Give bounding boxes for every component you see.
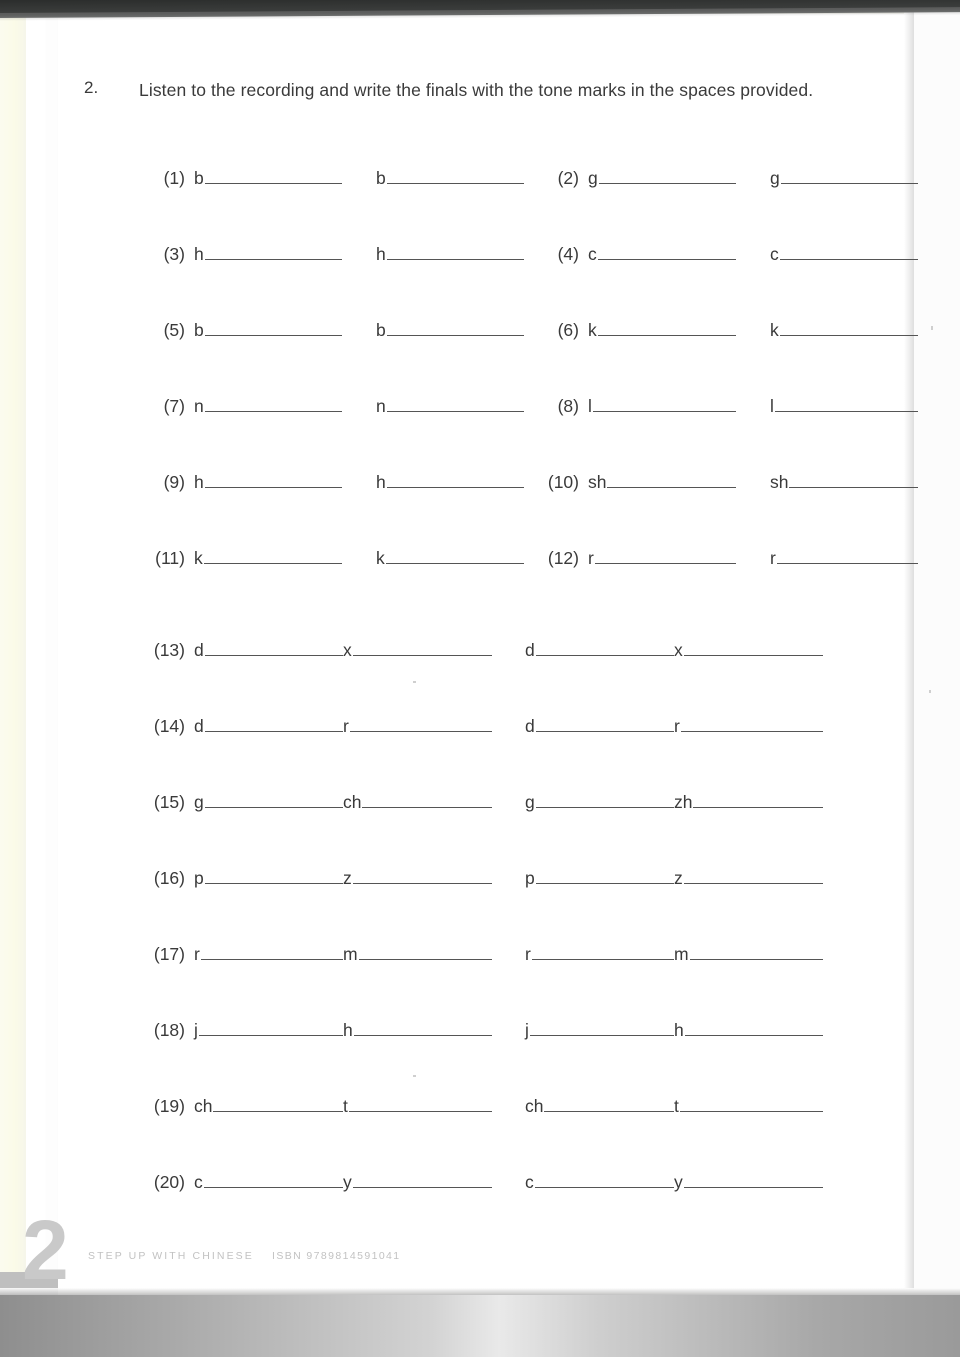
short-item-6 <box>533 320 918 341</box>
item-blanks <box>588 548 918 569</box>
item-index: (6) <box>557 320 579 340</box>
long-item-row <box>0 640 960 716</box>
answer-blank[interactable] <box>194 944 343 965</box>
long-item-14-right <box>525 716 823 737</box>
answer-blank[interactable] <box>770 548 918 569</box>
blank-initial: h <box>376 244 386 264</box>
blank-rule[interactable] <box>789 473 918 488</box>
item-blanks <box>588 244 918 265</box>
blank-initial: z <box>674 868 683 888</box>
short-item-row <box>0 548 960 624</box>
answer-blank[interactable] <box>194 792 343 813</box>
blank-rule[interactable] <box>690 945 823 960</box>
blank-initial: y <box>343 1172 352 1192</box>
short-item-11 <box>139 548 524 569</box>
answer-blank[interactable] <box>674 792 823 813</box>
item-index: (3) <box>163 244 185 264</box>
item-index: (16) <box>153 868 185 888</box>
blank-initial: j <box>194 1020 198 1040</box>
blank-rule[interactable] <box>693 793 823 808</box>
item-index: (17) <box>153 944 185 964</box>
blank-initial: l <box>588 396 592 416</box>
answer-blank[interactable] <box>376 472 524 493</box>
item-blanks <box>194 396 524 417</box>
answer-blank[interactable] <box>194 472 342 493</box>
blank-initial: sh <box>588 472 607 492</box>
long-item-16-right <box>525 868 823 889</box>
blank-rule[interactable] <box>684 641 823 656</box>
answer-blank[interactable] <box>343 1020 492 1041</box>
blank-initial: r <box>194 944 200 964</box>
blank-rule[interactable] <box>595 549 736 564</box>
blank-rule[interactable] <box>680 1097 823 1112</box>
long-items-grid <box>0 640 960 1248</box>
item-blanks <box>525 1020 823 1041</box>
blank-initial: x <box>674 640 683 660</box>
answer-blank[interactable] <box>525 1096 674 1117</box>
short-item-4 <box>533 244 918 265</box>
long-item-19 <box>139 1096 492 1117</box>
answer-blank[interactable] <box>525 1020 674 1041</box>
blank-rule[interactable] <box>204 549 342 564</box>
blank-rule[interactable] <box>205 717 343 732</box>
blank-rule[interactable] <box>684 1173 823 1188</box>
blank-initial: ch <box>194 1096 213 1116</box>
long-item-row <box>0 1020 960 1096</box>
item-blanks <box>588 472 918 493</box>
answer-blank[interactable] <box>194 640 343 661</box>
blank-rule[interactable] <box>536 641 674 656</box>
item-blanks <box>194 1172 492 1193</box>
blank-initial: k <box>194 548 203 568</box>
blank-initial: k <box>588 320 597 340</box>
blank-rule[interactable] <box>349 1097 492 1112</box>
blank-rule[interactable] <box>205 641 343 656</box>
answer-blank[interactable] <box>376 168 524 189</box>
answer-blank[interactable] <box>674 716 823 737</box>
blank-rule[interactable] <box>386 549 524 564</box>
answer-blank[interactable] <box>343 792 492 813</box>
long-item-15-right <box>525 792 823 813</box>
blank-initial: k <box>770 320 779 340</box>
item-blanks <box>588 320 918 341</box>
exercise-number: 2. <box>84 78 99 97</box>
blank-rule[interactable] <box>387 245 524 260</box>
item-blanks <box>588 396 918 417</box>
item-blanks <box>194 1020 492 1041</box>
item-blanks <box>194 792 492 813</box>
blank-initial: n <box>194 396 204 416</box>
item-blanks <box>194 640 492 661</box>
item-index: (2) <box>557 168 579 188</box>
blank-initial: g <box>194 792 204 812</box>
short-item-2 <box>533 168 918 189</box>
blank-initial: r <box>525 944 531 964</box>
answer-blank[interactable] <box>194 244 342 265</box>
blank-initial: d <box>525 640 535 660</box>
blank-rule[interactable] <box>354 1021 492 1036</box>
answer-blank[interactable] <box>674 640 823 661</box>
blank-initial: m <box>674 944 689 964</box>
blank-rule[interactable] <box>781 169 918 184</box>
blank-rule[interactable] <box>387 397 524 412</box>
blank-initial: m <box>343 944 358 964</box>
answer-blank[interactable] <box>588 320 736 341</box>
footer-book-title: STEP UP WITH CHINESE <box>88 1250 254 1262</box>
blank-initial: b <box>376 168 386 188</box>
item-index: (18) <box>153 1020 185 1040</box>
long-item-16 <box>139 868 492 889</box>
blank-initial: h <box>674 1020 684 1040</box>
blank-rule[interactable] <box>353 869 492 884</box>
short-item-10 <box>533 472 918 493</box>
short-items-grid <box>0 168 960 624</box>
item-blanks <box>525 716 823 737</box>
blank-initial: r <box>674 716 680 736</box>
answer-blank[interactable] <box>525 792 674 813</box>
blank-rule[interactable] <box>593 397 736 412</box>
answer-blank[interactable] <box>674 1172 823 1193</box>
page-number: 2 <box>22 1203 67 1297</box>
answer-blank[interactable] <box>194 1172 343 1193</box>
blank-rule[interactable] <box>681 717 823 732</box>
item-blanks <box>525 792 823 813</box>
answer-blank[interactable] <box>376 244 524 265</box>
answer-blank[interactable] <box>770 168 918 189</box>
short-item-row <box>0 396 960 472</box>
blank-initial: d <box>194 716 204 736</box>
blank-initial: r <box>770 548 776 568</box>
blank-initial: ch <box>343 792 362 812</box>
item-index: (7) <box>163 396 185 416</box>
blank-initial: g <box>770 168 780 188</box>
short-item-row <box>0 472 960 548</box>
blank-rule[interactable] <box>775 397 918 412</box>
blank-rule[interactable] <box>213 1097 343 1112</box>
long-item-17-right <box>525 944 823 965</box>
answer-blank[interactable] <box>376 320 524 341</box>
blank-rule[interactable] <box>607 473 736 488</box>
blank-initial: l <box>770 396 774 416</box>
item-index: (8) <box>557 396 579 416</box>
answer-blank[interactable] <box>194 168 342 189</box>
blank-initial: g <box>525 792 535 812</box>
blank-rule[interactable] <box>205 169 342 184</box>
long-item-18 <box>139 1020 492 1041</box>
blank-rule[interactable] <box>598 245 736 260</box>
footer-isbn: ISBN 9789814591041 <box>272 1250 401 1262</box>
long-item-row <box>0 1096 960 1172</box>
blank-rule[interactable] <box>387 169 524 184</box>
blank-initial: ch <box>525 1096 544 1116</box>
short-item-3 <box>139 244 524 265</box>
item-index: (20) <box>153 1172 185 1192</box>
exercise-instruction: Listen to the recording and write the finals with the tone marks in the spaces provided. <box>139 80 814 100</box>
blank-initial: h <box>376 472 386 492</box>
answer-blank[interactable] <box>525 640 674 661</box>
item-blanks <box>194 472 524 493</box>
answer-blank[interactable] <box>525 868 674 889</box>
blank-initial: sh <box>770 472 789 492</box>
item-index: (5) <box>163 320 185 340</box>
item-blanks <box>525 1172 823 1193</box>
item-blanks <box>194 716 492 737</box>
blank-rule[interactable] <box>532 945 674 960</box>
short-item-row <box>0 320 960 396</box>
blank-rule[interactable] <box>536 793 674 808</box>
blank-rule[interactable] <box>684 869 823 884</box>
long-item-row <box>0 868 960 944</box>
short-item-row <box>0 168 960 244</box>
blank-rule[interactable] <box>199 1021 343 1036</box>
blank-rule[interactable] <box>780 245 918 260</box>
answer-blank[interactable] <box>674 1096 823 1117</box>
blank-initial: j <box>525 1020 529 1040</box>
item-blanks <box>194 548 524 569</box>
item-blanks <box>525 944 823 965</box>
blank-rule[interactable] <box>599 169 736 184</box>
item-blanks <box>588 168 918 189</box>
short-item-9 <box>139 472 524 493</box>
answer-blank[interactable] <box>588 244 736 265</box>
blank-initial: c <box>770 244 779 264</box>
answer-blank[interactable] <box>770 244 918 265</box>
item-blanks <box>525 868 823 889</box>
item-blanks <box>525 640 823 661</box>
blank-rule[interactable] <box>359 945 492 960</box>
blank-initial: b <box>376 320 386 340</box>
blank-initial: k <box>376 548 385 568</box>
answer-blank[interactable] <box>343 1172 492 1193</box>
blank-initial: n <box>376 396 386 416</box>
blank-rule[interactable] <box>544 1097 674 1112</box>
answer-blank[interactable] <box>588 168 736 189</box>
long-item-14 <box>139 716 492 737</box>
blank-rule[interactable] <box>598 321 736 336</box>
blank-initial: x <box>343 640 352 660</box>
long-item-row <box>0 716 960 792</box>
answer-blank[interactable] <box>194 868 343 889</box>
item-index: (13) <box>153 640 185 660</box>
answer-blank[interactable] <box>194 320 342 341</box>
blank-initial: z <box>343 868 352 888</box>
blank-rule[interactable] <box>205 397 342 412</box>
long-item-15 <box>139 792 492 813</box>
blank-rule[interactable] <box>205 321 342 336</box>
long-item-18-right <box>525 1020 823 1041</box>
blank-initial: d <box>525 716 535 736</box>
blank-initial: t <box>674 1096 679 1116</box>
long-item-13 <box>139 640 492 661</box>
answer-blank[interactable] <box>194 716 343 737</box>
answer-blank[interactable] <box>343 944 492 965</box>
item-index: (9) <box>163 472 185 492</box>
item-blanks <box>194 868 492 889</box>
blank-rule[interactable] <box>530 1021 674 1036</box>
long-item-row <box>0 1172 960 1248</box>
answer-blank[interactable] <box>525 716 674 737</box>
blank-rule[interactable] <box>353 1173 492 1188</box>
blank-initial: y <box>674 1172 683 1192</box>
item-index: (11) <box>155 548 185 568</box>
blank-rule[interactable] <box>536 717 674 732</box>
blank-initial: p <box>194 868 204 888</box>
blank-rule[interactable] <box>205 473 342 488</box>
short-item-1 <box>139 168 524 189</box>
answer-blank[interactable] <box>376 548 524 569</box>
item-index: (14) <box>153 716 185 736</box>
blank-initial: c <box>194 1172 203 1192</box>
blank-rule[interactable] <box>205 245 342 260</box>
answer-blank[interactable] <box>343 868 492 889</box>
item-index: (1) <box>163 168 185 188</box>
answer-blank[interactable] <box>770 396 918 417</box>
blank-initial: h <box>194 472 204 492</box>
answer-blank[interactable] <box>525 944 674 965</box>
answer-blank[interactable] <box>343 640 492 661</box>
blank-initial: b <box>194 320 204 340</box>
blank-initial: p <box>525 868 535 888</box>
blank-rule[interactable] <box>777 549 918 564</box>
blank-rule[interactable] <box>685 1021 823 1036</box>
item-index: (15) <box>153 792 185 812</box>
answer-blank[interactable] <box>194 396 342 417</box>
blank-initial: t <box>343 1096 348 1116</box>
answer-blank[interactable] <box>674 868 823 889</box>
item-blanks <box>194 244 524 265</box>
answer-blank[interactable] <box>588 396 736 417</box>
answer-blank[interactable] <box>770 320 918 341</box>
blank-rule[interactable] <box>362 793 492 808</box>
answer-blank[interactable] <box>674 944 823 965</box>
item-index: (4) <box>557 244 579 264</box>
answer-blank[interactable] <box>770 472 918 493</box>
blank-rule[interactable] <box>205 869 343 884</box>
blank-initial: d <box>194 640 204 660</box>
blank-initial: c <box>588 244 597 264</box>
blank-initial: g <box>588 168 598 188</box>
blank-rule[interactable] <box>387 473 524 488</box>
short-item-12 <box>533 548 918 569</box>
blank-rule[interactable] <box>204 1173 343 1188</box>
short-item-7 <box>139 396 524 417</box>
short-item-5 <box>139 320 524 341</box>
answer-blank[interactable] <box>588 548 736 569</box>
item-blanks <box>194 168 524 189</box>
long-item-row <box>0 792 960 868</box>
answer-blank[interactable] <box>343 716 492 737</box>
long-item-13-right <box>525 640 823 661</box>
item-blanks <box>194 320 524 341</box>
blank-initial: r <box>588 548 594 568</box>
blank-rule[interactable] <box>780 321 918 336</box>
blank-initial: h <box>194 244 204 264</box>
item-index: (10) <box>547 472 579 492</box>
answer-blank[interactable] <box>194 1020 343 1041</box>
answer-blank[interactable] <box>376 396 524 417</box>
long-item-20 <box>139 1172 492 1193</box>
item-blanks <box>525 1096 823 1117</box>
answer-blank[interactable] <box>343 1096 492 1117</box>
blank-rule[interactable] <box>353 641 492 656</box>
answer-blank[interactable] <box>194 1096 343 1117</box>
answer-blank[interactable] <box>194 548 342 569</box>
blank-rule[interactable] <box>535 1173 674 1188</box>
blank-rule[interactable] <box>536 869 674 884</box>
blank-initial: h <box>343 1020 353 1040</box>
item-index: (19) <box>153 1096 185 1116</box>
answer-blank[interactable] <box>674 1020 823 1041</box>
blank-initial: zh <box>674 792 693 812</box>
blank-initial: r <box>343 716 349 736</box>
blank-rule[interactable] <box>387 321 524 336</box>
long-item-20-right <box>525 1172 823 1193</box>
answer-blank[interactable] <box>525 1172 674 1193</box>
long-item-19-right <box>525 1096 823 1117</box>
blank-initial: b <box>194 168 204 188</box>
answer-blank[interactable] <box>588 472 736 493</box>
blank-rule[interactable] <box>350 717 492 732</box>
long-item-17 <box>139 944 492 965</box>
long-item-row <box>0 944 960 1020</box>
item-blanks <box>194 1096 492 1117</box>
short-item-8 <box>533 396 918 417</box>
blank-rule[interactable] <box>205 793 343 808</box>
item-blanks <box>194 944 492 965</box>
blank-rule[interactable] <box>201 945 343 960</box>
item-index: (12) <box>547 548 579 568</box>
short-item-row <box>0 244 960 320</box>
blank-initial: c <box>525 1172 534 1192</box>
